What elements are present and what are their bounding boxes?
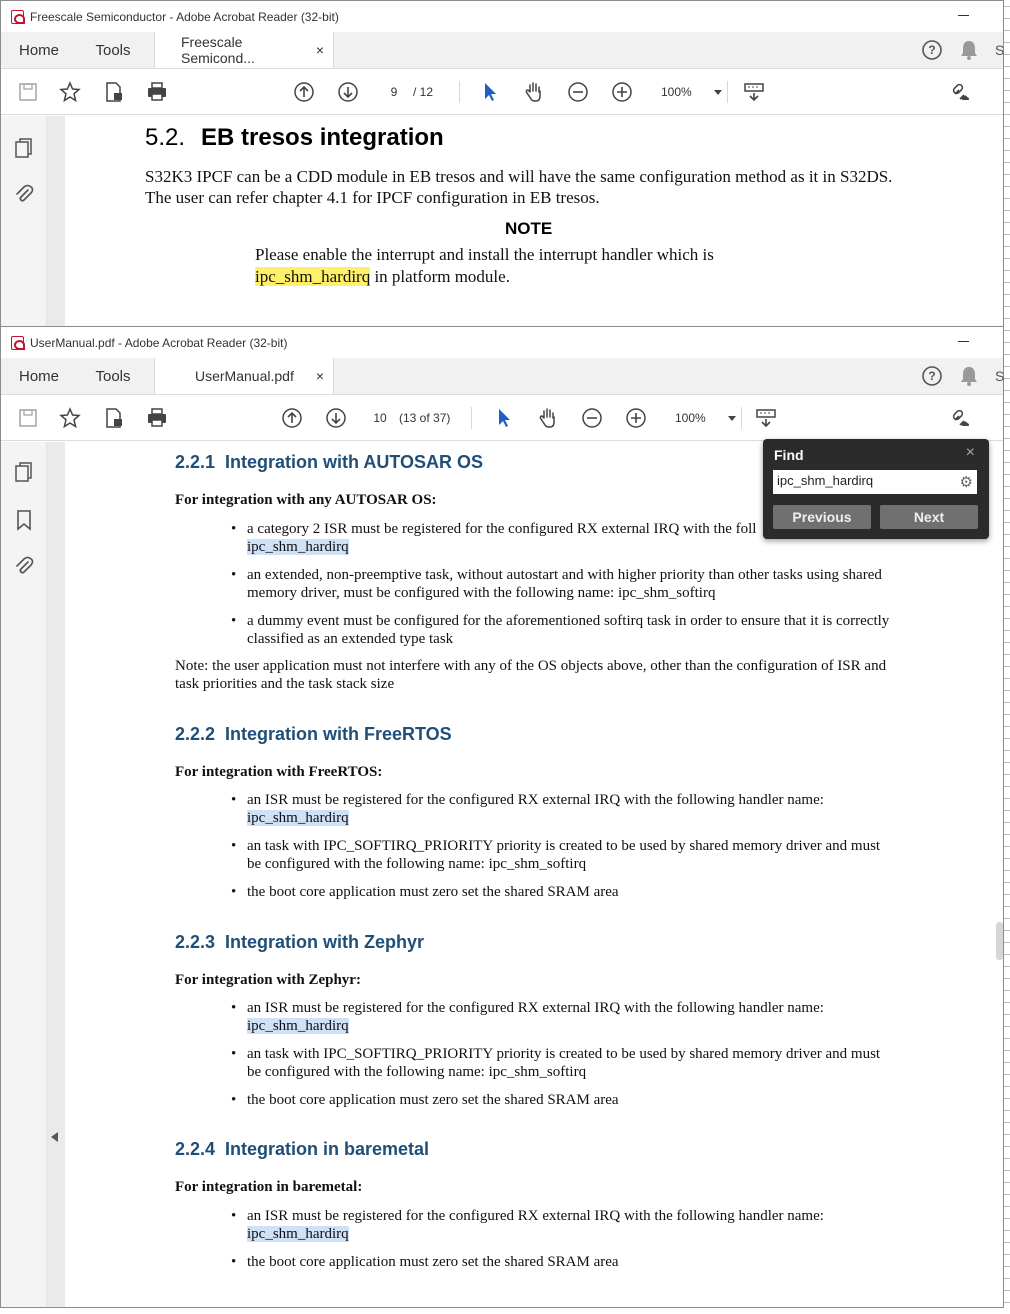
zoom-select[interactable] — [675, 407, 736, 429]
list-item-text: an ISR must be registered for the configured RX external IRQ with the following handler name: — [247, 1000, 824, 1016]
toolbar — [1, 69, 1003, 115]
svg-text:?: ? — [928, 43, 936, 57]
chevron-down-icon — [728, 416, 736, 421]
next-button[interactable]: Next — [880, 505, 978, 529]
print-icon[interactable] — [144, 79, 170, 105]
section-heading — [175, 1139, 429, 1160]
svg-text:?: ? — [928, 369, 936, 383]
link-cloud-icon[interactable] — [949, 79, 975, 105]
list-item: • an extended, non-preemptive task, without autostart and with higher priority than other tasks using shared memory driver, must be configured with the following name: ipc_shm_softirq — [231, 566, 891, 602]
pdf-page — [65, 442, 1003, 1307]
page-navigator — [367, 406, 450, 430]
acrobat-window-2 — [0, 326, 1004, 1308]
body-paragraph: S32K3 IPCF can be a CDD module in EB tresos and will have the same configuration method as it in S32DS. The user can refer chapter 4.1 for IPCF configuration in EB tresos. — [145, 167, 893, 207]
account-icon[interactable] — [995, 39, 1003, 61]
list-item: • a dummy event must be configured for the aforementioned softirq task in order to ensure that it is correctly classified as an extended type task — [231, 612, 891, 648]
page-up-icon[interactable] — [279, 405, 305, 431]
share-file-icon[interactable] — [101, 79, 127, 105]
tab-document-label: UserManual.pdf — [195, 368, 294, 384]
window-title: Freescale Semiconductor - Adobe Acrobat Reader (32-bit) — [30, 9, 339, 24]
section-title: Integration with FreeRTOS — [225, 724, 452, 744]
read-mode-icon[interactable] — [741, 79, 767, 105]
bell-icon[interactable] — [959, 39, 979, 61]
list-item-text: a category 2 ISR must be registered for the configured RX external IRQ with the foll — [247, 521, 757, 537]
left-rail — [1, 442, 47, 1307]
zoom-select[interactable] — [661, 81, 722, 103]
tab-home[interactable]: Home — [18, 367, 59, 385]
attachment-icon[interactable] — [12, 182, 36, 206]
left-rail — [1, 116, 47, 326]
bookmark-icon[interactable] — [12, 508, 36, 532]
tab-tools[interactable]: Tools — [95, 367, 131, 385]
minimize-button[interactable] — [958, 341, 969, 342]
search-highlight: ipc_shm_hardirq — [247, 1018, 349, 1034]
bullet-list — [231, 791, 891, 911]
section-number: 2.2.1 — [175, 452, 216, 472]
share-file-icon[interactable] — [101, 405, 127, 431]
pages-icon[interactable] — [12, 136, 36, 160]
page-up-icon[interactable] — [291, 79, 317, 105]
note-paragraph: Note: the user application must not interfere with any of the OS objects above, other than the configuration of ISR and task priorities and the task stack size — [175, 658, 887, 692]
page-total: / 12 — [413, 85, 434, 99]
note-label: NOTE — [505, 219, 553, 238]
pdf-page — [65, 116, 1003, 326]
close-icon[interactable]: × — [315, 42, 324, 58]
subheading: For integration with any AUTOSAR OS: — [175, 492, 437, 508]
toolbar-divider — [727, 81, 728, 103]
tab-home[interactable]: Home — [18, 41, 59, 59]
section-heading — [175, 452, 483, 473]
zoom-in-icon[interactable] — [623, 405, 649, 431]
bullet-list — [231, 999, 891, 1119]
page-gutter — [47, 116, 65, 326]
pdf-icon — [11, 10, 24, 24]
read-mode-icon[interactable] — [753, 405, 779, 431]
svg-text:S: S — [995, 42, 1005, 58]
tab-document[interactable] — [154, 358, 334, 394]
zoom-value: 100% — [661, 85, 692, 99]
page-number-input[interactable]: 9 — [381, 81, 407, 103]
collapse-panel-arrow-icon[interactable] — [51, 1132, 58, 1142]
star-icon[interactable] — [57, 79, 83, 105]
pdf-icon — [11, 336, 24, 350]
window-title: UserManual.pdf - Adobe Acrobat Reader (32-bit) — [30, 335, 288, 350]
section-number: 5.2. — [145, 124, 186, 151]
search-highlight: ipc_shm_hardirq — [255, 267, 371, 286]
bullet-list — [231, 1207, 891, 1281]
list-item — [231, 791, 891, 827]
previous-button[interactable]: Previous — [773, 505, 871, 529]
section-title: Integration with AUTOSAR OS — [225, 452, 484, 472]
page-label: (13 of 37) — [399, 411, 451, 425]
toolbar-divider — [741, 407, 742, 429]
help-icon[interactable] — [921, 365, 943, 387]
list-item-text: an ISR must be registered for the configured RX external IRQ with the following handler name: — [247, 792, 824, 808]
close-icon[interactable]: × — [315, 368, 324, 384]
save-icon[interactable] — [15, 79, 41, 105]
page-down-icon[interactable] — [335, 79, 361, 105]
section-title: Integration in baremetal — [225, 1139, 430, 1159]
document-area — [1, 442, 1003, 1307]
find-title: Find — [774, 447, 804, 463]
select-cursor-icon[interactable] — [477, 79, 503, 105]
page-gutter — [47, 442, 65, 1307]
section-number: 2.2.4 — [175, 1139, 216, 1159]
subheading: For integration with FreeRTOS: — [175, 764, 383, 780]
chevron-down-icon — [714, 90, 722, 95]
svg-text:S: S — [995, 368, 1005, 384]
close-icon[interactable]: × — [965, 444, 975, 461]
list-item: • an task with IPC_SOFTIRQ_PRIORITY priority is created to be used by shared memory driver and must be configured with the following name: ipc_shm_softirq — [231, 837, 891, 873]
tab-bar — [1, 32, 1003, 69]
account-icon[interactable] — [995, 365, 1003, 387]
section-heading — [175, 932, 424, 953]
tab-bar — [1, 358, 1003, 395]
page-navigator — [381, 80, 433, 104]
list-item-text: an ISR must be registered for the configured RX external IRQ with the following handler name: — [247, 1208, 824, 1224]
find-panel — [763, 439, 989, 539]
zoom-in-icon[interactable] — [609, 79, 635, 105]
help-icon[interactable] — [921, 39, 943, 61]
list-item: • the boot core application must zero set the shared SRAM area — [231, 883, 891, 901]
bell-icon[interactable] — [959, 365, 979, 387]
print-icon[interactable] — [144, 405, 170, 431]
page-down-icon[interactable] — [323, 405, 349, 431]
find-input[interactable] — [773, 470, 977, 494]
hand-tool-icon[interactable] — [521, 79, 547, 105]
list-item — [231, 999, 891, 1035]
search-highlight: ipc_shm_hardirq — [247, 810, 349, 826]
subheading: For integration in baremetal: — [175, 1179, 363, 1195]
section-number: 2.2.3 — [175, 932, 216, 952]
zoom-out-icon[interactable] — [565, 79, 591, 105]
section-title: EB tresos integration — [201, 124, 444, 151]
search-highlight: ipc_shm_hardirq — [247, 1226, 349, 1242]
bullet-list — [231, 520, 891, 658]
find-input-value: ipc_shm_hardirq — [777, 473, 874, 488]
tab-document-label: Freescale Semicond... — [181, 34, 255, 66]
section-heading — [175, 724, 452, 745]
title-bar — [1, 327, 1003, 358]
gear-icon[interactable]: ⚙ — [959, 474, 973, 491]
document-area — [1, 116, 1003, 326]
acrobat-window-1 — [0, 0, 1004, 326]
note-text — [255, 244, 714, 288]
note-line: Please enable the interrupt and install the interrupt handler which is — [255, 245, 714, 264]
note-rest: in platform module. — [370, 267, 510, 286]
header-icons — [921, 358, 1003, 394]
toolbar — [1, 395, 1003, 441]
select-cursor-icon[interactable] — [491, 405, 517, 431]
zoom-value: 100% — [675, 411, 706, 425]
save-icon[interactable] — [15, 405, 41, 431]
page-number-input[interactable]: 10 — [367, 407, 393, 429]
toolbar-divider — [471, 407, 472, 429]
title-bar — [1, 1, 1003, 32]
header-icons — [921, 32, 1003, 68]
scrollbar-thumb[interactable] — [996, 922, 1003, 960]
list-item: • the boot core application must zero set the shared SRAM area — [231, 1091, 891, 1109]
link-cloud-icon[interactable] — [949, 405, 975, 431]
toolbar-divider — [459, 81, 460, 103]
zoom-out-icon[interactable] — [579, 405, 605, 431]
tab-tools[interactable]: Tools — [95, 41, 131, 59]
list-item — [231, 1207, 891, 1243]
pages-icon[interactable] — [12, 460, 36, 484]
star-icon[interactable] — [57, 405, 83, 431]
attachment-icon[interactable] — [12, 554, 36, 578]
section-heading — [145, 124, 444, 152]
tab-document[interactable] — [154, 32, 334, 68]
section-title: Integration with Zephyr — [225, 932, 425, 952]
minimize-button[interactable] — [958, 15, 969, 16]
list-item: • an task with IPC_SOFTIRQ_PRIORITY priority is created to be used by shared memory driver and must be configured with the following name: ipc_shm_softirq — [231, 1045, 891, 1081]
list-item: • the boot core application must zero set the shared SRAM area — [231, 1253, 891, 1271]
search-highlight: ipc_shm_hardirq — [247, 539, 349, 555]
subheading: For integration with Zephyr: — [175, 972, 361, 988]
section-number: 2.2.2 — [175, 724, 216, 744]
torn-edge — [1004, 0, 1010, 1314]
hand-tool-icon[interactable] — [535, 405, 561, 431]
